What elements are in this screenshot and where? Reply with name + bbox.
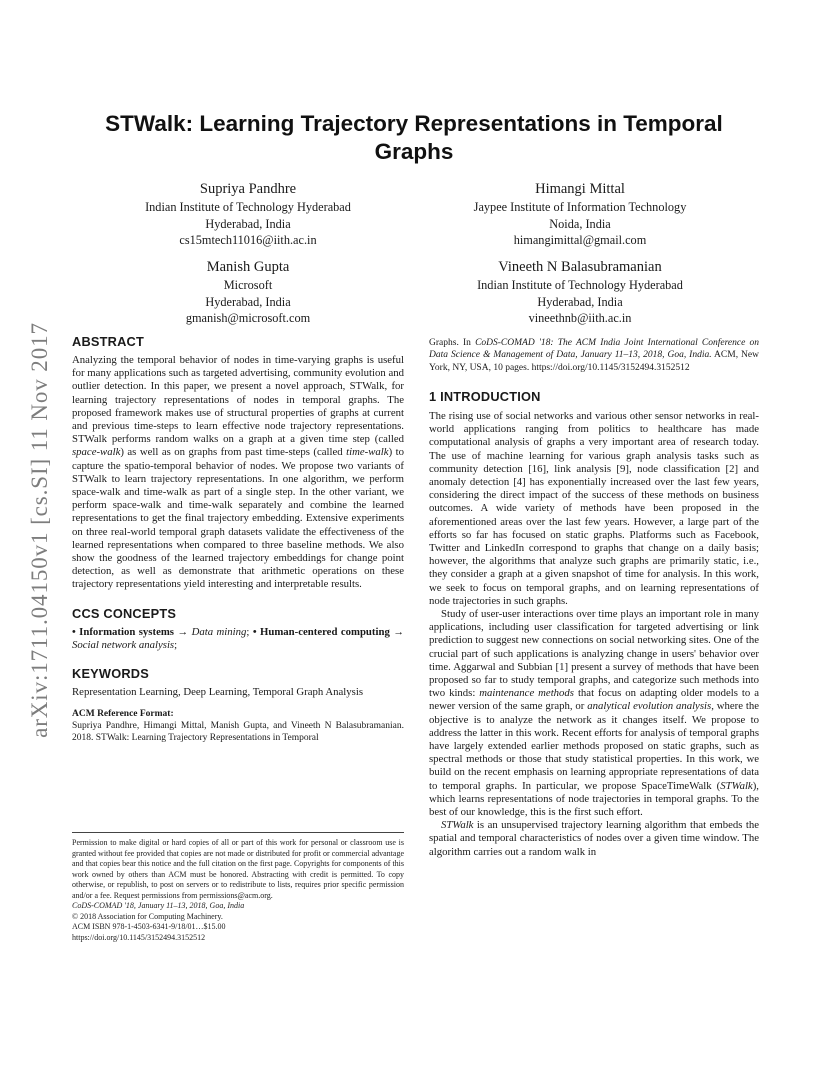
- abstract-text: [72, 354, 404, 592]
- intro-term: STWalk: [720, 779, 753, 792]
- copyright-footnote: [72, 838, 404, 943]
- conference-text: CoDS-COMAD '18, January 11–13, 2018, Goa, India: [72, 901, 245, 910]
- author-affiliation: Microsoft: [223, 278, 273, 292]
- author-name: Supriya Pandhre: [199, 181, 297, 197]
- author-affiliation: Indian Institute of Technology Hyderabad: [145, 200, 351, 214]
- ccs-bullet: • Information systems: [72, 625, 174, 638]
- intro-term: STWalk: [441, 819, 474, 832]
- right-column: [429, 337, 759, 859]
- intro-paragraph-2: [429, 608, 759, 819]
- author-name: Vineeth N Balasubramanian: [498, 259, 662, 275]
- author-block-2: [415, 180, 745, 249]
- author-email: gmanish@microsoft.com: [185, 311, 311, 325]
- intro-term: maintenance methods: [479, 687, 574, 700]
- permission-text: Permission to make digital or hard copies of all or part of this work for personal or classroom use is granted without fee provided that copies are not made or distributed for profit or commercial advantage and that copies bear this notice and the full citation on the first page. Copyrights for components of this work owned by others than ACM must be honored. Abstracting with credit is permitted. To copy otherwise, or republish, to post on servers or to redistribute to lists, requires prior specific permission and/or a fee. Request permissions from permissions@acm.org.: [72, 838, 404, 900]
- author-block-1: [83, 180, 413, 249]
- abstract-term-time-walk: time-walk: [346, 446, 389, 459]
- isbn-text: ACM ISBN 978-1-4503-6341-9/18/01…$15.00: [72, 922, 226, 931]
- ccs-sep: ;: [246, 625, 253, 638]
- arxiv-identifier: arXiv:1711.04150v1 [cs.SI] 11 Nov 2017: [27, 322, 52, 738]
- reference-format-heading: ACM Reference Format:: [72, 709, 174, 720]
- ccs-end: ;: [174, 638, 178, 651]
- copyright-text: © 2018 Association for Computing Machinery.: [72, 911, 223, 921]
- reference-continuation: [429, 337, 759, 374]
- keywords-heading: KEYWORDS: [72, 666, 149, 682]
- doi-link[interactable]: https://doi.org/10.1145/3152494.3152512: [72, 932, 206, 942]
- ccs-arrow: →: [389, 625, 405, 638]
- left-column: [72, 334, 404, 744]
- keywords-text: Representation Learning, Deep Learning, Temporal Graph Analysis: [72, 686, 364, 699]
- intro-paragraph-3: [429, 819, 759, 859]
- author-location: Hyderabad, India: [537, 294, 623, 309]
- author-block-4: [415, 258, 745, 327]
- intro-part: Study of user-user interactions over time plays an important role in many applications, including user classification for targeted advertising or link prediction to suggest new connections on social networking sites. One of the crucial part of such applications is analyzing change in users' behavior over time. Aggarwal and Subbian [1] present a survey of methods that have been proposed so far to study temporal graphs, and categorize such methods into two kinds:: [429, 607, 759, 700]
- author-location: Hyderabad, India: [205, 294, 291, 309]
- author-affiliation: Indian Institute of Technology Hyderabad: [477, 278, 683, 292]
- reference-format-text: Supriya Pandhre, Himangi Mittal, Manish Gupta, and Vineeth N Balasubramanian. 2018. STWalk: Learning Trajectory Representations in Temporal: [72, 721, 404, 744]
- abstract-part: ) as well as on graphs from past time-steps (called: [120, 446, 347, 459]
- author-email: vineethnb@iith.ac.in: [528, 311, 632, 325]
- abstract-part: Analyzing the temporal behavior of nodes in time-varying graphs is useful for many applications such as targeted advertising, community evolution and outlier detection. In this paper, we present a novel approach, STWalk, for learning trajectory representations of nodes in temporal graphs. The proposed framework makes use of structural properties of graphs at current and previous time-steps to learn effective node trajectory representations. STWalk performs random walks on a graph at a given time step (called: [72, 354, 404, 446]
- author-email: himangimittal@gmail.com: [513, 233, 647, 247]
- intro-part: ), which learns representations of node trajectories in temporal graphs. To the best of our knowledge, this is the first such effort.: [429, 779, 759, 818]
- intro-part: , where the objective is to analyze the network as it changes itself. We propose to address the latter in this work. Recent efforts for analysis of temporal graphs have largely extended earlier methods proposed on static graphs, such as spectral methods or those that study statistical properties. In this work, we build on the recent emphasis on learning appropriate representations of data to temporal graphs. In particular, we propose SpaceTimeWalk (: [429, 700, 759, 792]
- author-affiliation: Jaypee Institute of Information Technology: [473, 200, 687, 214]
- author-name: Manish Gupta: [206, 259, 290, 275]
- abstract-heading: ABSTRACT: [72, 334, 144, 349]
- reference-part: ACM, New York, NY, USA, 10 pages. https://doi.org/10.1145/3152494.3152512: [429, 350, 759, 373]
- author-name: Himangi Mittal: [535, 181, 625, 197]
- ccs-bullet: • Human-centered computing: [252, 625, 390, 638]
- ccs-item: Data mining: [191, 625, 247, 638]
- footnote-rule: [72, 832, 404, 833]
- author-location: Hyderabad, India: [205, 216, 291, 231]
- intro-paragraph-1: The rising use of social networks and various other sensor networks in real-world applications ranging from politics to healthcare has made computational analysis of graphs a very important area of research today. The use of machine learning for various graph analysis tasks such as community detection [16], link analysis [9], node classification [2] and anomaly detection [4] has exponentially increased over the last few years, considering the direct impact of the success of these methods on business outcomes. A wide variety of methods have been proposed in the aforementioned areas over the last few years. However, a large part of the efforts so far has focused on static graphs. Platforms such as Facebook, Twitter and LinkedIn correspond to graphs that change on a daily basis; however, the algorithms that analyze such graphs are primarily static, i.e., they consider a graph at a given snapshot of time for analysis. In this work, we seek to focus on temporal graphs, and on learning representations of node trajectories in such graphs.: [429, 409, 759, 607]
- ccs-text: [72, 626, 404, 652]
- reference-part: Graphs. In: [429, 338, 476, 348]
- paper-title: STWalk: Learning Trajectory Representations in Temporal Graphs: [105, 111, 723, 164]
- abstract-term-space-walk: space-walk: [72, 446, 121, 459]
- ccs-heading: CCS CONCEPTS: [72, 605, 177, 621]
- reference-venue: CoDS-COMAD '18: The ACM India Joint International Conference on Data Science & Management of Data, January 11–13, 2018, Goa, India.: [429, 338, 759, 361]
- intro-part: that focus on adapting older models to a newer version of the same graph, or: [429, 687, 759, 713]
- author-location: Noida, India: [549, 216, 611, 231]
- author-block-3: [83, 258, 413, 327]
- ccs-arrow: →: [173, 625, 192, 638]
- ccs-item: Social network analysis: [72, 638, 175, 651]
- intro-part: is an unsupervised trajectory learning algorithm that embeds the spatial and temporal characteristics of nodes over a given time window. The algorithm carries out a random walk in: [429, 819, 759, 858]
- author-email: cs15mtech11016@iith.ac.in: [179, 233, 317, 247]
- intro-term: analytical evolution analysis: [587, 700, 712, 713]
- introduction-heading: 1 INTRODUCTION: [429, 388, 541, 404]
- abstract-part: ) to capture the spatio-temporal behavior of nodes. We propose two variants of STWalk to learn trajectory representations. In one algorithm, we perform space-walk and time-walk as part of a single step. In the other variant, we perform space-walk and time-walk separately and combine the learned representations to get the final trajectory embedding. Extensive experiments on three real-world temporal graph datasets validate the effectiveness of the learned representations when compared to three baseline methods. We also show the goodness of the learned trajectory embeddings for change point detection, as well as demonstrate that arithmetic operations on these trajectory representations yield interesting and interpretable results.: [72, 446, 404, 591]
